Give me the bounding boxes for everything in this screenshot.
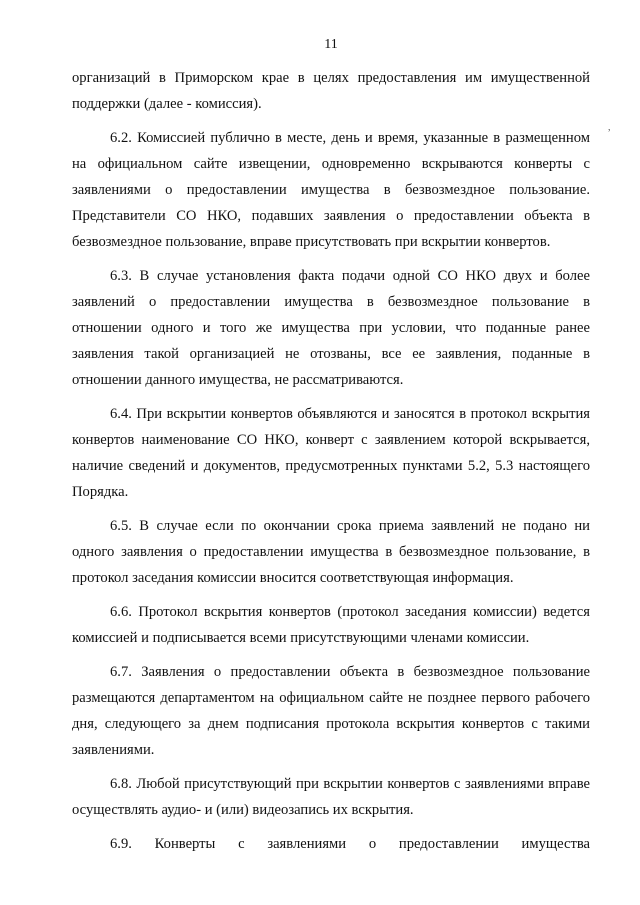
paragraph-6-3: 6.3. В случае установления факта подачи одной СО НКО двух и более заявлений о предоставлении имущества в безвозмездное пользование в отношении одного и того же имущества при условии, что поданные ранее заявления такой организацией не отозваны, все ее заявления, поданные в отношении данного имущества, не рассматриваются.: [72, 268, 590, 388]
paragraph-6-7: 6.7. Заявления о предоставлении объекта в безвозмездное пользование размещаются департаментом на официальном сайте не позднее первого рабочего дня, следующего за днем подписания протокола вскрытия конвертов с такими заявлениями.: [72, 664, 590, 758]
paragraph-6-5: 6.5. В случае если по окончании срока приема заявлений не подано ни одного заявления о предоставлении имущества в безвозмездное пользование, в протокол заседания комиссии вносится соответствующая информация.: [72, 518, 590, 586]
margin-mark: ,: [608, 122, 611, 133]
paragraph-6-6: 6.6. Протокол вскрытия конвертов (протокол заседания комиссии) ведется комиссией и подписывается всеми присутствующими членами комиссии.: [72, 604, 590, 646]
paragraph-6-1-continuation: организаций в Приморском крае в целях предоставления им имущественной поддержки (далее - комиссия).: [72, 70, 590, 112]
document-body: [72, 65, 590, 857]
paragraph-6-9: 6.9. Конверты с заявлениями о предоставлении имущества: [110, 836, 590, 852]
paragraph-6-4: 6.4. При вскрытии конвертов объявляются и заносятся в протокол вскрытия конвертов наименование СО НКО, конверт с заявлением которой вскрывается, наличие сведений и документов, предусмотренных пунктами 5.2, 5.3 настоящего Порядка.: [72, 406, 590, 500]
page-number: 11: [324, 37, 338, 52]
paragraph-6-2: 6.2. Комиссией публично в месте, день и время, указанные в размещенном на официальном сайте извещении, одновременно вскрываются конверты с заявлениями о предоставлении имущества в безвозмездное пользование. Представители СО НКО, подавших заявления о предоставлении объекта в безвозмездное пользование, вправе присутствовать при вскрытии конвертов.: [72, 130, 590, 250]
paragraph-6-8: 6.8. Любой присутствующий при вскрытии конвертов с заявлениями вправе осуществлять аудио- и (или) видеозапись их вскрытия.: [72, 776, 590, 818]
